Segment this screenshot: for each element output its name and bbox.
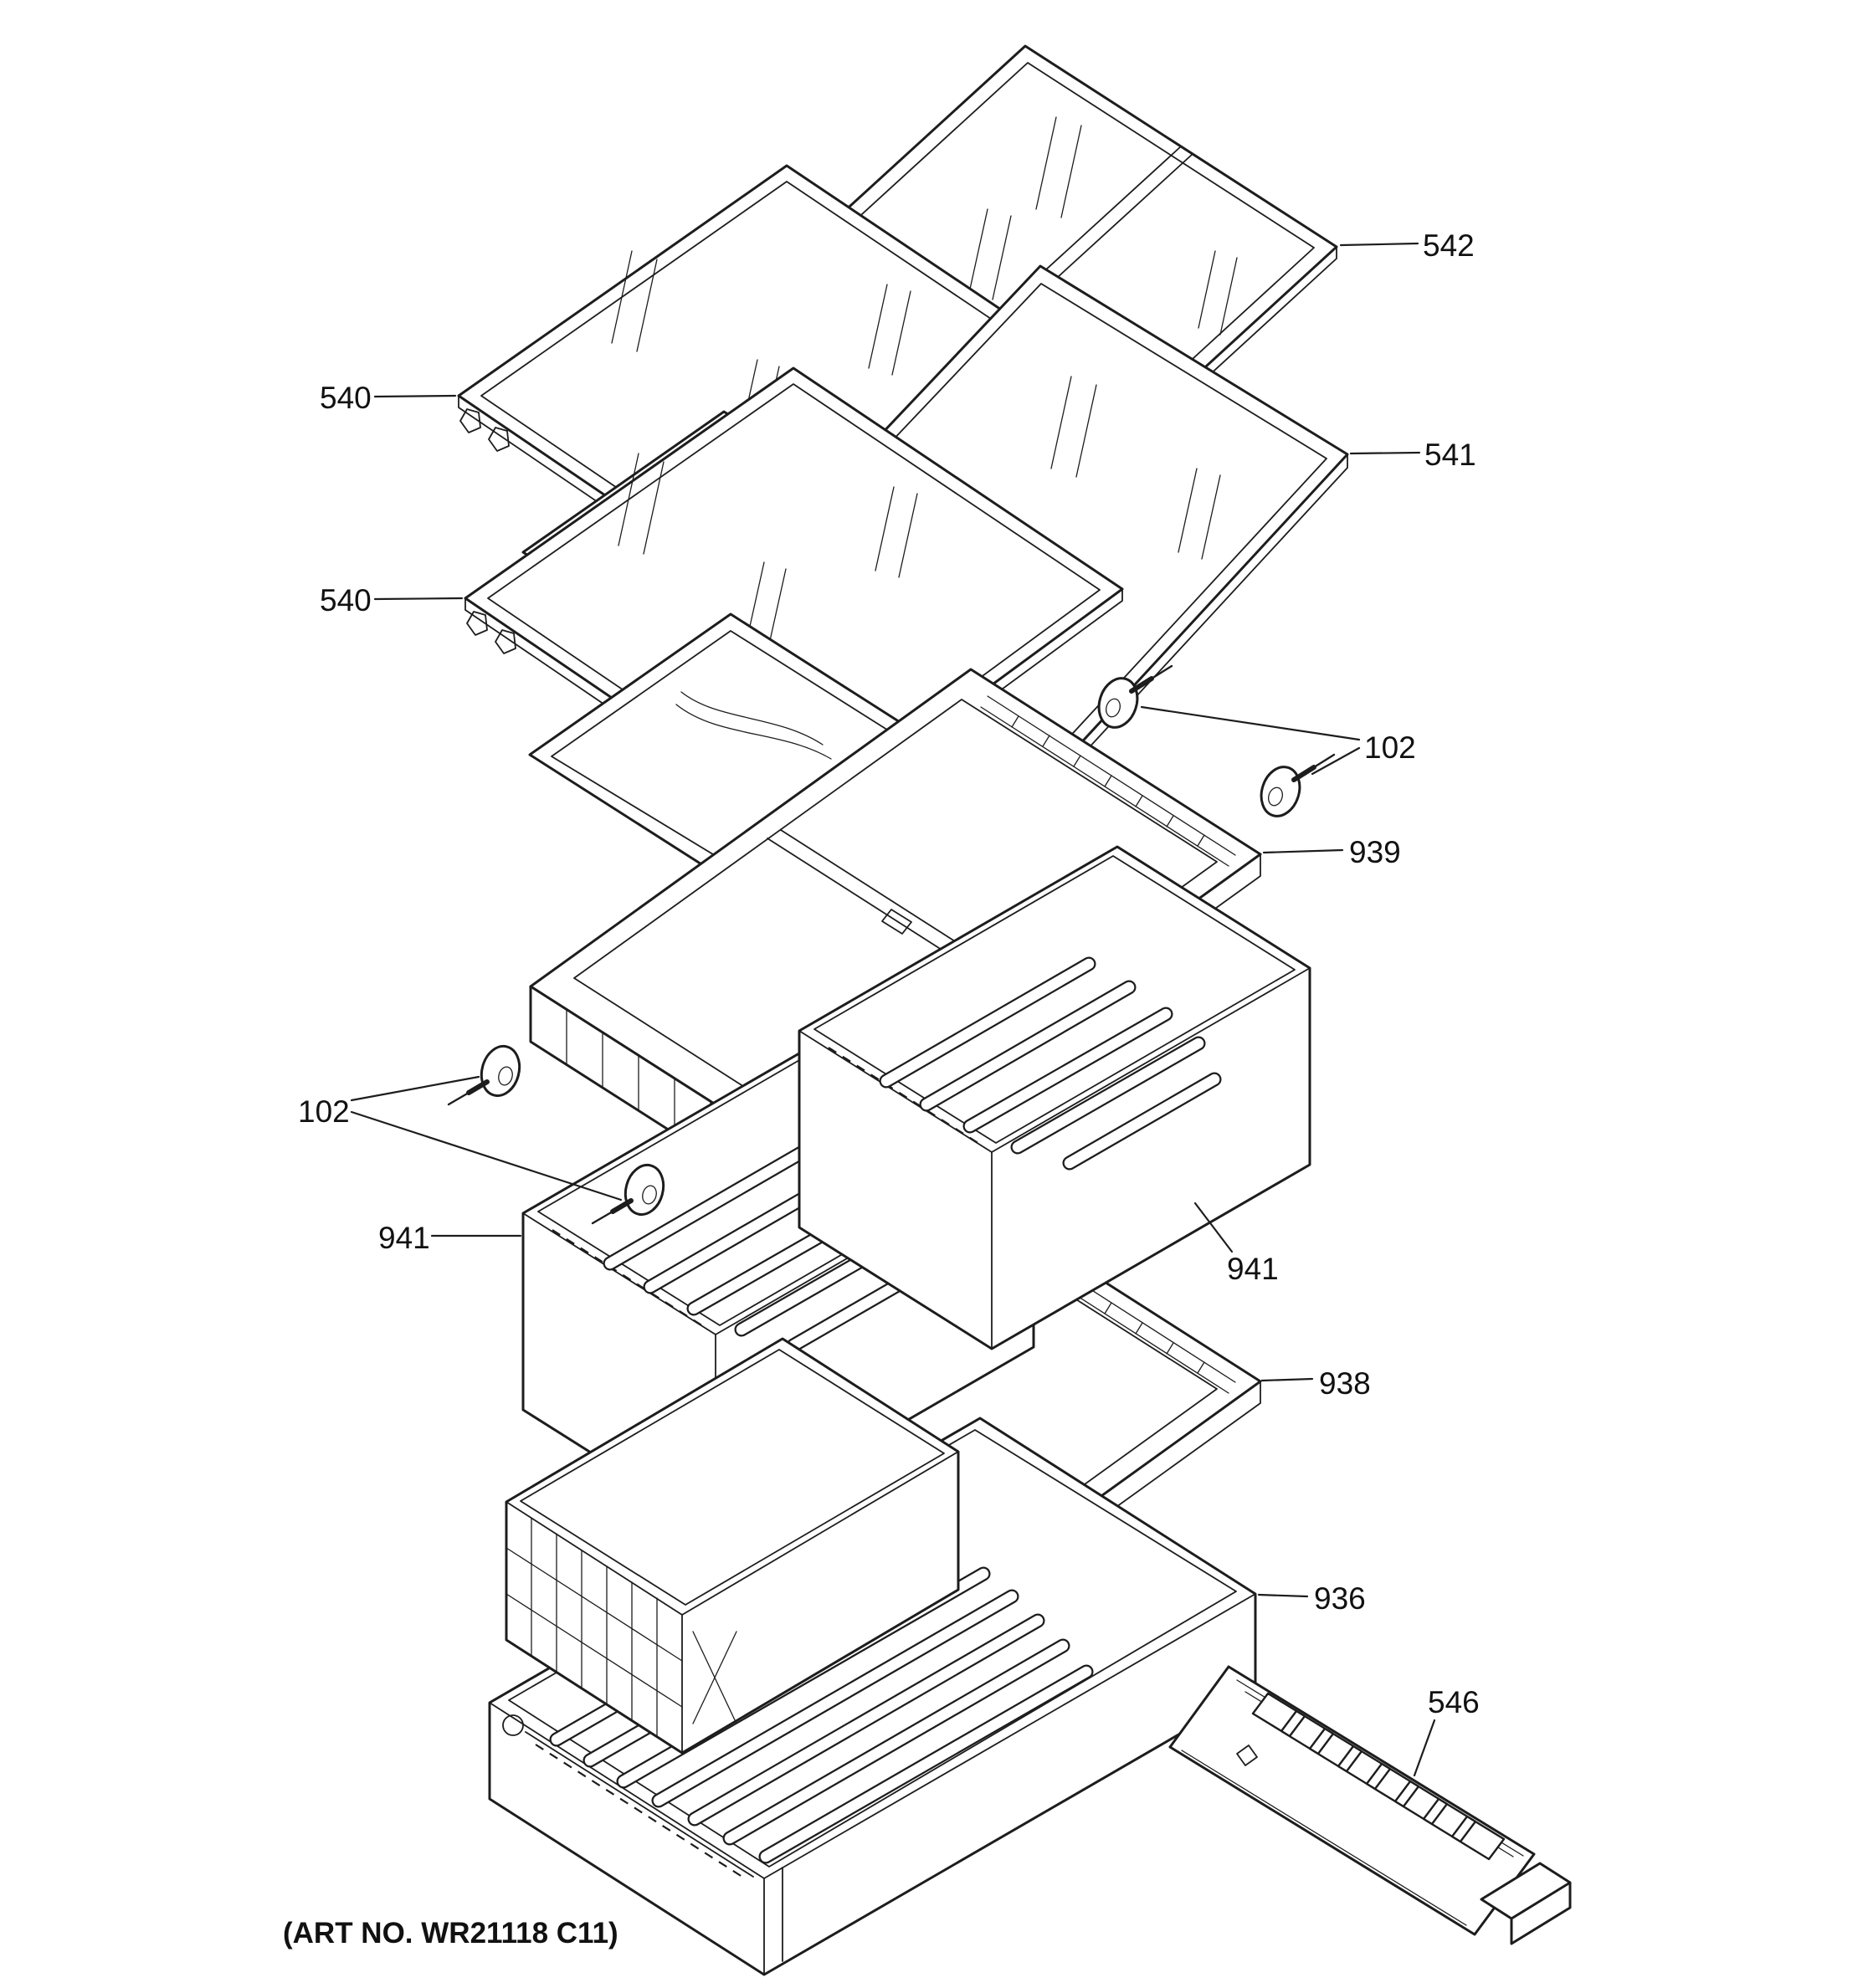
- leader-line-540-upper: [375, 396, 455, 397]
- rack-546-panel: [1170, 1667, 1534, 1934]
- pin-tip: [1314, 755, 1334, 767]
- art-number: (ART NO. WR21118 C11): [283, 1917, 618, 1950]
- part-label-939: 939: [1349, 835, 1401, 869]
- part-label-936: 936: [1314, 1581, 1366, 1616]
- leader-line-540-lower: [375, 598, 462, 599]
- part-label-541: 541: [1424, 438, 1476, 472]
- part-label-542: 542: [1423, 228, 1475, 263]
- part-label-102-left: 102: [298, 1094, 350, 1129]
- leader-line-938: [1262, 1379, 1312, 1381]
- part-label-941-left: 941: [378, 1221, 430, 1255]
- fastener-pin-102-left-a: [449, 1042, 525, 1104]
- leader-line-936: [1259, 1595, 1307, 1596]
- part-label-540-upper: 540: [320, 381, 372, 415]
- part-rack-546: [1170, 1667, 1570, 1944]
- part-label-546: 546: [1428, 1685, 1480, 1719]
- fastener-pin-102-top-b: [1255, 755, 1334, 821]
- pin-cap: [1255, 762, 1306, 822]
- part-label-540-lower: 540: [320, 583, 372, 617]
- part-label-941-right: 941: [1227, 1252, 1279, 1286]
- leader-line-546: [1414, 1720, 1434, 1775]
- leader-line-939: [1264, 850, 1342, 853]
- pin-tip: [449, 1093, 469, 1104]
- part-label-102-right: 102: [1364, 730, 1416, 765]
- part-label-938: 938: [1319, 1366, 1371, 1401]
- leader-line-542: [1341, 243, 1418, 245]
- leader-line-102-right: [1142, 707, 1359, 774]
